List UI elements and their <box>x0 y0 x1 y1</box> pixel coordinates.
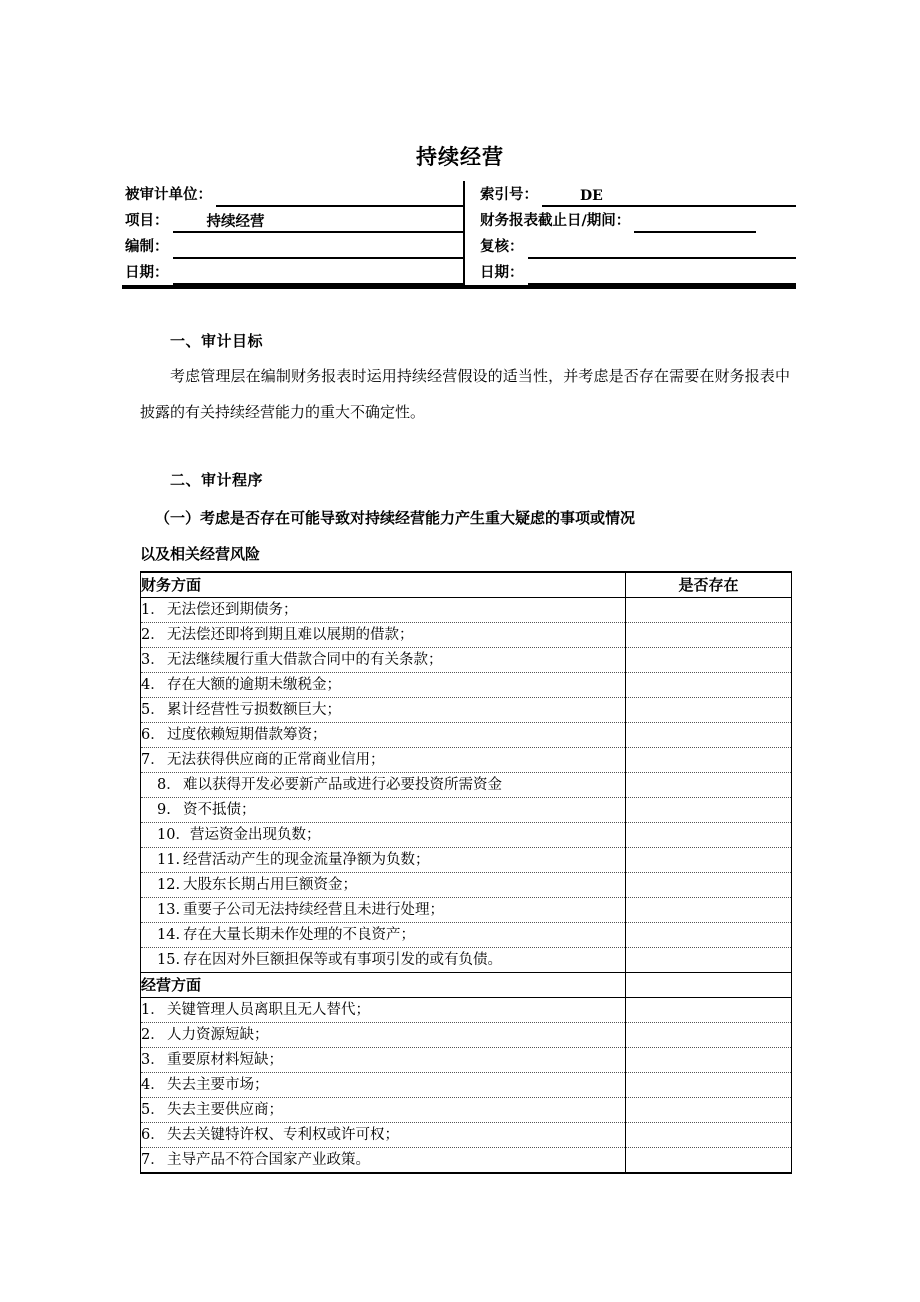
item-number: 7． <box>141 752 165 768</box>
answer-cell-fin-1[interactable] <box>626 598 792 623</box>
item-number: 14. <box>157 927 181 943</box>
item-text: 资不抵债； <box>183 802 256 818</box>
item-text: 大股东长期占用巨额资金； <box>183 877 357 893</box>
answer-cell-op-6[interactable] <box>626 1123 792 1148</box>
checklist-item-op-3 <box>141 1048 626 1073</box>
answer-cell-fin-2[interactable] <box>626 623 792 648</box>
table-row <box>141 598 792 623</box>
header-value-date-right[interactable] <box>528 262 797 285</box>
item-text: 无法偿还即将到期且难以展期的借款； <box>167 627 414 643</box>
table-header-row <box>141 572 792 598</box>
answer-cell-op-3[interactable] <box>626 1048 792 1073</box>
item-number: 8． <box>157 777 181 793</box>
table-row <box>141 623 792 648</box>
answer-cell-op-7[interactable] <box>626 1148 792 1174</box>
checklist-body <box>141 572 792 1173</box>
item-text: 存在大额的逾期未缴税金； <box>167 677 341 693</box>
header-right-column <box>463 181 796 285</box>
item-number: 2． <box>141 627 165 643</box>
group-header-operating: 经营方面 <box>141 973 626 998</box>
item-text: 无法继续履行重大借款合同中的有关条款； <box>167 652 443 668</box>
item-number: 4． <box>141 677 165 693</box>
heading-audit-objective: 一、审计目标 <box>170 332 264 350</box>
paragraph-audit-objective: 考虑管理层在编制财务报表时运用持续经营假设的适当性，并考虑是否存在需要在财务报表中披露的有关持续经营能力的重大不确定性。 <box>140 367 790 421</box>
checklist-item-fin-6 <box>141 723 626 748</box>
item-number: 1． <box>141 1002 165 1018</box>
answer-cell-fin-15[interactable] <box>626 948 792 973</box>
header-left-column <box>122 181 463 285</box>
item-text: 无法偿还到期债务； <box>167 602 298 618</box>
item-text: 经营活动产生的现金流量净额为负数； <box>183 852 430 868</box>
answer-cell-op-4[interactable] <box>626 1073 792 1098</box>
checklist-item-fin-13 <box>141 898 626 923</box>
header-label-index-no: 索引号： <box>480 187 538 203</box>
item-number: 3． <box>141 1052 165 1068</box>
item-text: 存在因对外巨额担保等或有事项引发的或有负债。 <box>183 952 502 968</box>
column-header-exists: 是否存在 <box>626 572 792 598</box>
item-text: 关键管理人员离职且无人替代； <box>167 1002 370 1018</box>
checklist-item-fin-2 <box>141 623 626 648</box>
answer-cell-fin-6[interactable] <box>626 723 792 748</box>
table-row <box>141 1123 792 1148</box>
table-row <box>141 748 792 773</box>
header-field-period-end <box>480 207 796 233</box>
header-value-prepared-by[interactable] <box>173 236 464 259</box>
table-row <box>141 1048 792 1073</box>
answer-cell-fin-7[interactable] <box>626 748 792 773</box>
item-number: 11. <box>157 852 181 868</box>
header-label-period-end: 财务报表截止日/期间： <box>480 213 631 229</box>
answer-cell-fin-9[interactable] <box>626 798 792 823</box>
header-value-auditee[interactable] <box>216 184 463 207</box>
answer-cell-op-5[interactable] <box>626 1098 792 1123</box>
table-row <box>141 823 792 848</box>
answer-cell-fin-12[interactable] <box>626 873 792 898</box>
item-text: 重要子公司无法持续经营且未进行处理； <box>183 902 444 918</box>
group-header-row-operating <box>141 973 792 998</box>
item-text: 失去关键特许权、专利权或许可权； <box>167 1127 399 1143</box>
checklist-item-op-4 <box>141 1073 626 1098</box>
checklist-item-fin-5 <box>141 698 626 723</box>
answer-cell-op-2[interactable] <box>626 1023 792 1048</box>
item-number: 15. <box>157 952 181 968</box>
header-value-date-left[interactable] <box>173 262 464 285</box>
table-row <box>141 1073 792 1098</box>
checklist-item-fin-3 <box>141 648 626 673</box>
item-number: 6． <box>141 1127 165 1143</box>
item-number: 2． <box>141 1027 165 1043</box>
answer-cell-fin-4[interactable] <box>626 673 792 698</box>
checklist-item-op-6 <box>141 1123 626 1148</box>
header-label-reviewer: 复核： <box>480 239 524 255</box>
header-field-auditee <box>125 181 463 207</box>
subheading-procedure-line2: 以及相关经营风险 <box>140 545 261 563</box>
header-value-period-end[interactable] <box>634 210 756 233</box>
answer-cell-op-1[interactable] <box>626 998 792 1023</box>
header-label-prepared-by: 编制： <box>125 239 169 255</box>
table-row <box>141 723 792 748</box>
header-label-date-left: 日期： <box>125 265 169 281</box>
table-row <box>141 1023 792 1048</box>
checklist-item-fin-14 <box>141 923 626 948</box>
answer-cell-fin-11[interactable] <box>626 848 792 873</box>
header-label-auditee: 被审计单位： <box>125 187 212 203</box>
header-field-prepared-by <box>125 233 463 259</box>
answer-cell-fin-3[interactable] <box>626 648 792 673</box>
checklist-item-fin-9 <box>141 798 626 823</box>
answer-cell-fin-8[interactable] <box>626 773 792 798</box>
header-value-reviewer[interactable] <box>528 236 797 259</box>
header-field-date-left <box>125 259 463 285</box>
subheading-procedure-line1: （一）考虑是否存在可能导致对持续经营能力产生重大疑虑的事项或情况 <box>155 509 636 527</box>
item-number: 9. <box>157 802 171 818</box>
table-row <box>141 898 792 923</box>
checklist-item-fin-8 <box>141 773 626 798</box>
header-value-project[interactable]: 持续经营 <box>173 212 464 233</box>
table-row <box>141 873 792 898</box>
header-field-index-no <box>480 181 796 207</box>
item-number: 10． <box>157 827 190 843</box>
item-number: 3． <box>141 652 165 668</box>
item-text: 失去主要市场； <box>167 1077 269 1093</box>
going-concern-checklist-table <box>140 571 792 1174</box>
checklist-item-fin-11 <box>141 848 626 873</box>
item-text: 主导产品不符合国家产业政策。 <box>167 1152 370 1168</box>
table-row <box>141 848 792 873</box>
checklist-item-fin-4 <box>141 673 626 698</box>
table-row <box>141 948 792 973</box>
checklist-item-op-5 <box>141 1098 626 1123</box>
group-header-operating-answer <box>626 973 792 998</box>
item-text: 失去主要供应商； <box>167 1102 283 1118</box>
table-row <box>141 1148 792 1174</box>
header-value-index-no[interactable]: DE <box>542 186 796 207</box>
answer-cell-fin-13[interactable] <box>626 898 792 923</box>
table-row <box>141 673 792 698</box>
item-number: 1． <box>141 602 165 618</box>
column-header-financial: 财务方面 <box>141 572 626 598</box>
item-number: 13. <box>157 902 181 918</box>
checklist-item-fin-12 <box>141 873 626 898</box>
checklist-item-op-2 <box>141 1023 626 1048</box>
item-number: 4． <box>141 1077 165 1093</box>
heading-audit-procedure: 二、审计程序 <box>170 471 264 489</box>
header-label-date-right: 日期： <box>480 265 524 281</box>
header-field-project <box>125 207 463 233</box>
item-text: 过度依赖短期借款筹资； <box>167 727 327 743</box>
item-text: 人力资源短缺； <box>167 1027 269 1043</box>
table-row <box>141 773 792 798</box>
item-text: 无法获得供应商的正常商业信用； <box>167 752 385 768</box>
table-row <box>141 1098 792 1123</box>
table-row <box>141 923 792 948</box>
table-row <box>141 998 792 1023</box>
item-number: 5． <box>141 702 165 718</box>
checklist-item-op-7 <box>141 1148 626 1174</box>
item-text: 营运资金出现负数； <box>189 827 321 843</box>
table-row <box>141 798 792 823</box>
item-text: 存在大量长期未作处理的不良资产； <box>183 927 415 943</box>
item-number: 5． <box>141 1102 165 1118</box>
page-title: 持续经营 <box>416 145 504 169</box>
checklist-item-op-1 <box>141 998 626 1023</box>
header-field-date-right <box>480 259 796 285</box>
item-text: 累计经营性亏损数额巨大； <box>167 702 341 718</box>
checklist-item-fin-15 <box>141 948 626 973</box>
audit-header-box <box>122 181 796 289</box>
table-row <box>141 698 792 723</box>
header-field-reviewer <box>480 233 796 259</box>
answer-cell-fin-5[interactable] <box>626 698 792 723</box>
checklist-item-fin-7 <box>141 748 626 773</box>
table-row <box>141 648 792 673</box>
checklist-item-fin-10 <box>141 823 626 848</box>
answer-cell-fin-14[interactable] <box>626 923 792 948</box>
header-label-project: 项目： <box>125 213 169 229</box>
item-number: 7． <box>141 1152 165 1168</box>
item-text: 重要原材料短缺； <box>167 1052 283 1068</box>
item-text: 难以获得开发必要新产品或进行必要投资所需资金 <box>183 777 502 793</box>
checklist-item-fin-1 <box>141 598 626 623</box>
item-number: 12. <box>157 877 181 893</box>
answer-cell-fin-10[interactable] <box>626 823 792 848</box>
item-number: 6． <box>141 727 165 743</box>
